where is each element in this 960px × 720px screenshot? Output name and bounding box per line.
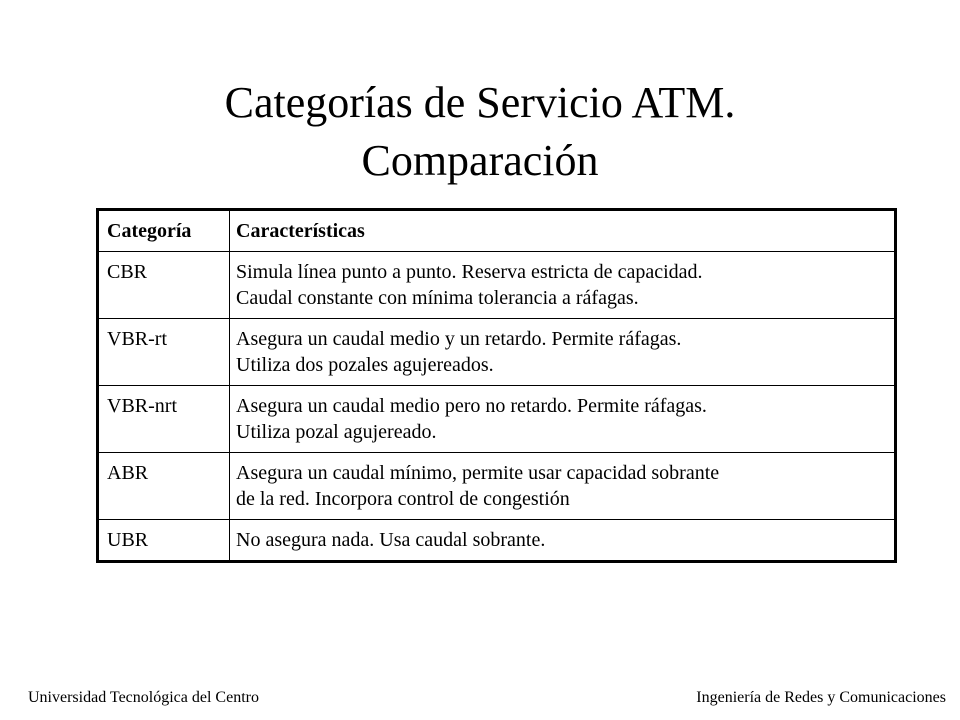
row-characteristics (230, 252, 896, 319)
footer-university: Universidad Tecnológica del Centro (28, 689, 259, 706)
header-characteristics: Características (230, 210, 896, 252)
row-characteristics-line: No asegura nada. Usa caudal sobrante. (236, 529, 546, 551)
slide-title-line1: Categorías de Servicio ATM. (224, 78, 736, 127)
service-categories-table (96, 208, 897, 563)
row-characteristics-line: de la red. Incorpora control de congestión (236, 488, 570, 510)
row-characteristics (230, 453, 896, 520)
header-category: Categoría (98, 210, 230, 252)
table-row (98, 520, 896, 562)
slide-title-line2: Comparación (361, 136, 599, 185)
row-category: ABR (98, 453, 230, 520)
row-category: CBR (98, 252, 230, 319)
row-characteristics (230, 319, 896, 386)
slide-title (0, 74, 960, 190)
service-table-container (96, 208, 897, 563)
row-category: VBR-rt (98, 319, 230, 386)
row-characteristics-line: Asegura un caudal mínimo, permite usar capacidad sobrante (236, 462, 720, 484)
row-category: VBR-nrt (98, 386, 230, 453)
table-row (98, 252, 896, 319)
row-characteristics-line: Asegura un caudal medio pero no retardo. Permite ráfagas. (236, 395, 707, 417)
row-characteristics (230, 520, 896, 562)
row-category: UBR (98, 520, 230, 562)
table-row (98, 386, 896, 453)
table-row (98, 453, 896, 520)
table-row (98, 319, 896, 386)
footer-course: Ingeniería de Redes y Comunicaciones (696, 689, 946, 706)
row-characteristics-line: Caudal constante con mínima tolerancia a ráfagas. (236, 287, 639, 309)
table-header-row (98, 210, 896, 252)
row-characteristics (230, 386, 896, 453)
row-characteristics-line: Asegura un caudal medio y un retardo. Permite ráfagas. (236, 328, 682, 350)
row-characteristics-line: Simula línea punto a punto. Reserva estricta de capacidad. (236, 261, 703, 283)
row-characteristics-line: Utiliza pozal agujereado. (236, 421, 437, 443)
row-characteristics-line: Utiliza dos pozales agujereados. (236, 354, 494, 376)
